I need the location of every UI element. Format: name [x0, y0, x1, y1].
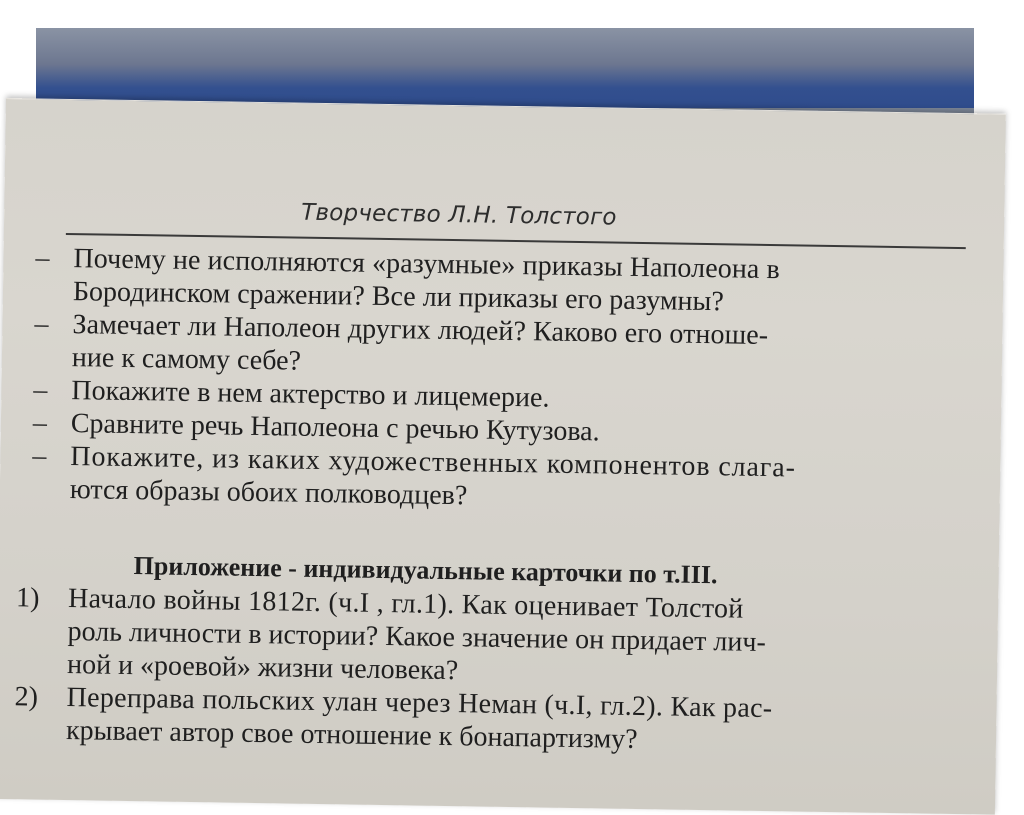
appendix-title: Приложение - индивидуальные карточки по т.III.	[133, 551, 718, 590]
question-line: Почему не исполняются «разумные» приказы Наполеона в	[73, 243, 781, 286]
running-head: Творчество Л.Н. Толстого	[301, 199, 617, 231]
book-page	[0, 98, 1006, 815]
appendix-line: Переправа польских улан через Неман (ч.I, гл.2). Как рас-	[66, 682, 773, 725]
blue-cloth-background	[36, 28, 974, 108]
book-photo	[14, 28, 974, 763]
question-line: ются образы обоих полководцев?	[69, 474, 468, 512]
question-line: Сравните речь Наполеона с речью Кутузова.	[70, 408, 600, 448]
appendix-line: крывает автор свое отношение к бонапартизму?	[65, 715, 638, 755]
appendix-line: Начало войны 1812г. (ч.I , гл.1). Как оценивает Толстой	[67, 583, 744, 625]
question-line: Замечает ли Наполеон других людей? Каково его отноше-	[72, 309, 769, 351]
appendix-line: роль личности в истории? Какое значение он придает лич-	[67, 616, 767, 658]
question-line: Покажите, из каких художественных компонентов слага-	[70, 441, 797, 484]
dash-marker: –	[32, 407, 48, 439]
dash-marker: –	[33, 374, 48, 406]
dash-marker: –	[35, 242, 50, 274]
appendix-line: ной и «роевой» жизни человека?	[66, 649, 459, 687]
dash-marker: –	[32, 440, 47, 472]
item-number: 1)	[15, 582, 40, 614]
question-line: ние к самому себе?	[71, 342, 302, 377]
item-number: 2)	[14, 681, 39, 713]
question-line: Покажите в нем актерство и лицемерие.	[71, 375, 550, 414]
question-line: Бородинском сражении? Все ли приказы его разумны?	[72, 276, 725, 318]
dash-marker: –	[34, 308, 49, 340]
